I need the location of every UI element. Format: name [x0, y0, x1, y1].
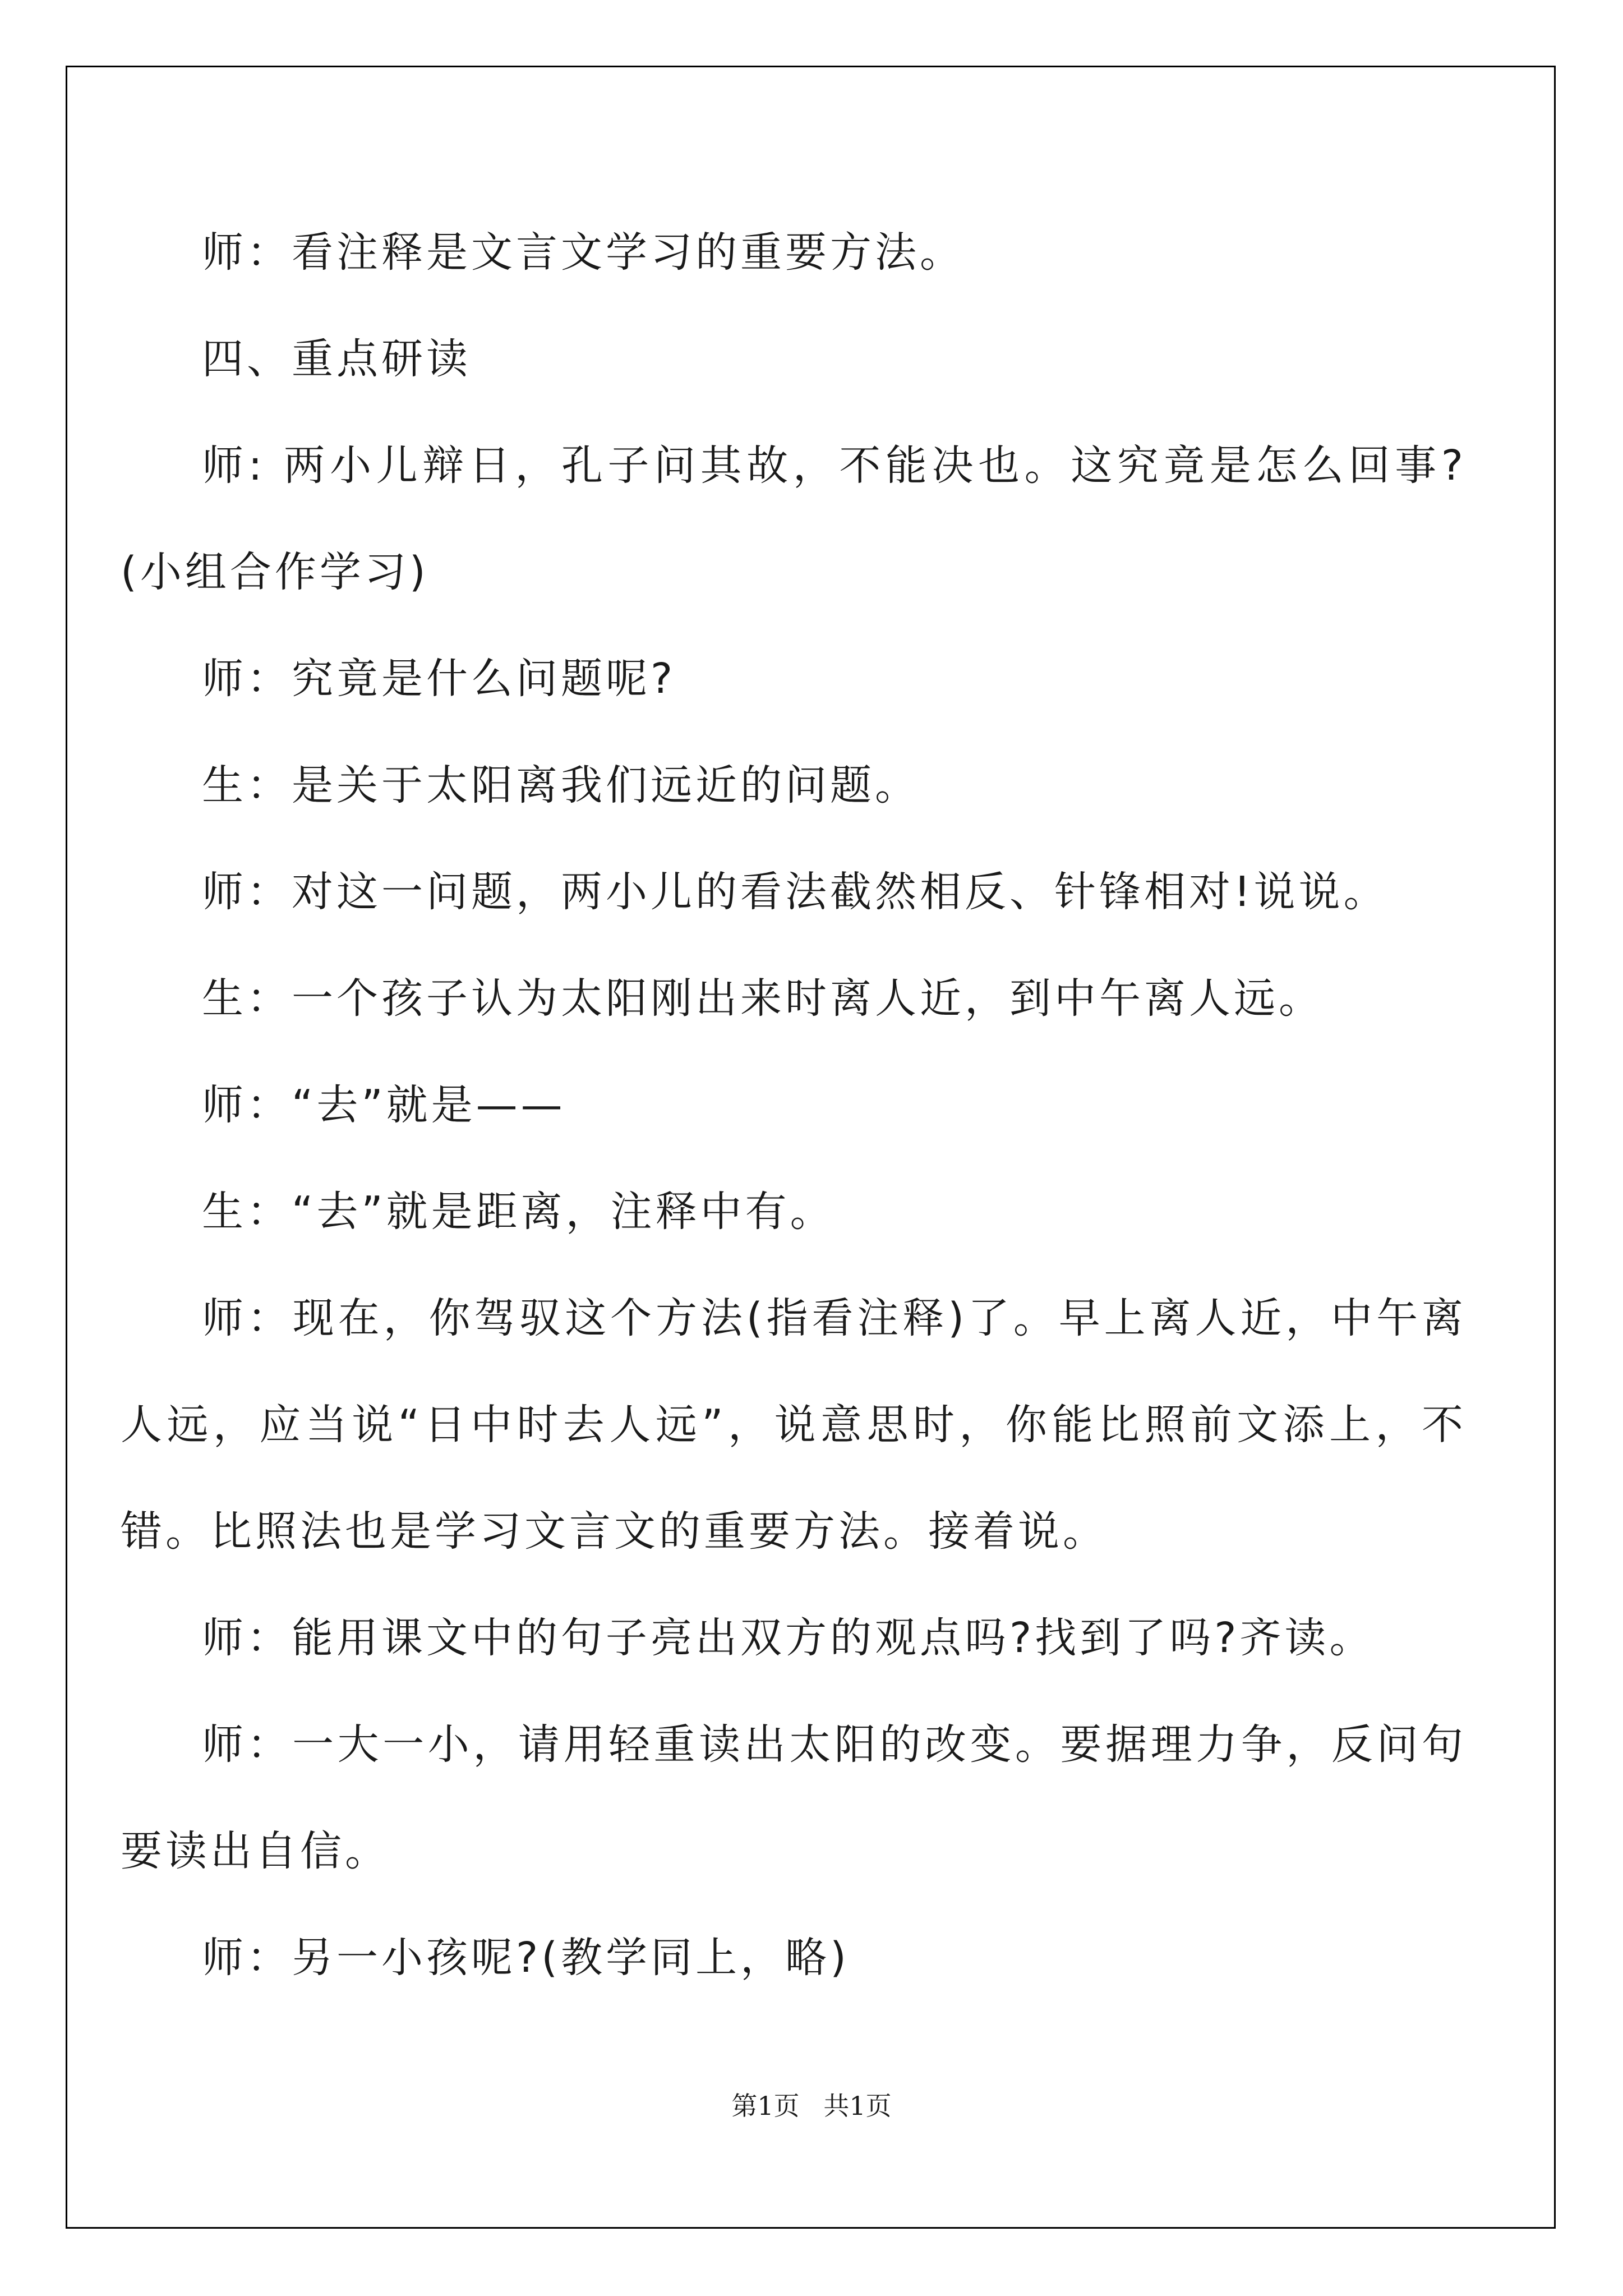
paragraph: 师：另一小孩呢?(教学同上，略) [202, 1934, 850, 1982]
page-total: 共1页 [823, 2091, 892, 2121]
section-heading: 四、重点研读 [202, 335, 471, 383]
paragraph: 生：是关于太阳离我们远近的问题。 [202, 761, 920, 809]
paragraph: 师：看注释是文言文学习的重要方法。 [202, 228, 965, 277]
page-number: 第1页 [731, 2091, 800, 2121]
paragraph: 师：一大一小，请用轻重读出太阳的改变。要据理力争，反问句要读出自信。 [121, 1720, 1467, 1875]
paragraph: 生：“去”就是距离，注释中有。 [202, 1188, 835, 1236]
paragraph: 师：能用课文中的句子亮出双方的观点吗?找到了吗?齐读。 [202, 1614, 1375, 1662]
paragraph: 师: 两小儿辩日，孔子问其故，不能决也。这究竟是怎么回事?(小组合作学习) [121, 441, 1467, 596]
paragraph: 生：一个孩子认为太阳刚出来时离人近，到中午离人远。 [202, 974, 1324, 1023]
paragraph: 师：“去”就是—— [202, 1081, 566, 1129]
paragraph: 师：对这一问题，两小儿的看法截然相反、针锋相对!说说。 [202, 868, 1389, 916]
page-footer [0, 2086, 1623, 2123]
paragraph: 师：究竟是什么问题呢? [202, 655, 676, 703]
paragraph: 师：现在，你驾驭这个方法(指看注释)了。早上离人近，中午离人远，应当说“日中时去人远”，说意思时，你能比照前文添上，不错。比照法也是学习文言文的重要方法。接着说。 [121, 1294, 1467, 1556]
